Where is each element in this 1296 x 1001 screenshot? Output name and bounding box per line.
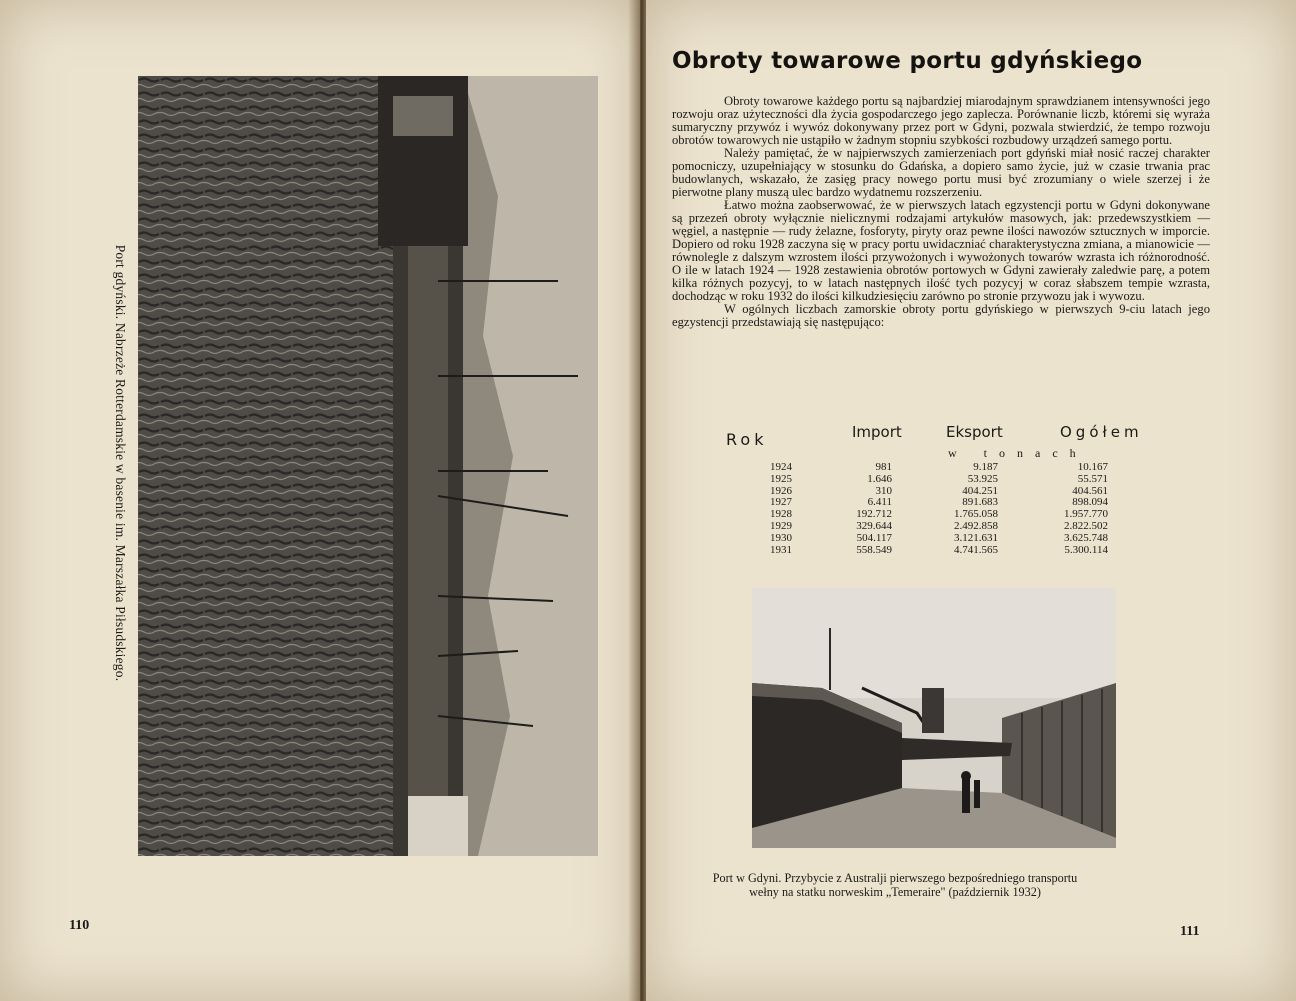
table-cell-ogolem: 10.167 [1077, 461, 1108, 473]
table-cell-rok: 1927 [770, 496, 792, 509]
table-cell-ogolem: 3.625.748 [1064, 531, 1108, 544]
table-row [740, 521, 1120, 533]
table-cell-eksport: 4.741.565 [954, 543, 998, 556]
harbor-photo-rotated [138, 76, 598, 856]
table-cell-eksport: 53.925 [967, 472, 998, 485]
table-cell-ogolem: 898.094 [1072, 496, 1108, 509]
page-title: Obroty towarowe portu gdyńskiego [672, 48, 1143, 74]
table-row [740, 497, 1120, 509]
table-cell-rok: 1929 [770, 519, 792, 532]
table-cell-rok: 1926 [770, 484, 792, 497]
table-cell-ogolem: 1.957.770 [1064, 508, 1108, 521]
table-cell-import: 192.712 [856, 508, 892, 521]
table-cell-ogolem: 55.571 [1077, 472, 1108, 485]
table-row [740, 533, 1120, 545]
table-cell-import: 6.411 [867, 496, 892, 509]
table-cell-rok: 1928 [770, 508, 792, 521]
page-number-right: 111 [1180, 924, 1200, 939]
paragraph: Należy pamiętać, że w najpierwszych zamierzeniach port gdyński miał nosić raczej charakter pomocniczy, uzupełniający w stosunku do Gdańska, a dopiero samo życie, już w czasie trwania prac budowlanych, wskazało, że zasięg pracy nowego portu musi być zrozumiany o wiele szerzej i że pierwotne plany muszą ulec bardzo wydatnemu rozszerzeniu. [672, 146, 1210, 199]
paragraph: Obroty towarowe każdego portu są najbardziej miarodajnym sprawdzianem intensywności jego rozwoju oraz użyteczności dla życia gospodarczego jego zaplecza. Porównanie liczb, któremi się wyraża sumaryczny przywóz i wywóz dokonywany przez port w Gdyni, pozwala stwierdzić, że tempo rozwoju obrotów towarowych nie ustąpiło w żadnym stopniu szybkości rozbudowy urządzeń samego portu. [672, 94, 1210, 147]
table-cell-eksport: 1.765.058 [954, 508, 998, 521]
table-cell-import: 981 [875, 461, 892, 473]
table-cell-eksport: 2.492.858 [954, 519, 998, 532]
table-cell-rok: 1925 [770, 472, 792, 485]
table-row [740, 486, 1120, 498]
table-row [740, 509, 1120, 521]
table-cell-rok: 1931 [770, 543, 792, 556]
table-cell-eksport: 3.121.631 [954, 531, 998, 544]
table-row [740, 545, 1120, 557]
caption-line: wełny na statku norweskim „Temeraire" (październik 1932) [749, 884, 1041, 899]
table-header-eksport: Eksport [946, 423, 1003, 441]
table-unit: w tonach [948, 446, 1088, 460]
table-cell-import: 1.646 [867, 472, 892, 485]
table-cell-ogolem: 5.300.114 [1064, 543, 1108, 556]
article-body [672, 95, 1210, 329]
left-page [0, 0, 640, 1001]
paragraph: W ogólnych liczbach zamorskie obroty portu gdyńskiego w pierwszych 9-ciu latach jego egzystencji przedstawiają się następująco: [672, 302, 1210, 329]
table-header-ogolem: Ogółem [1060, 423, 1143, 441]
table-row [740, 474, 1120, 486]
right-photo-caption [660, 872, 1130, 899]
table-cell-eksport: 9.187 [973, 461, 998, 473]
table-cell-import: 310 [875, 484, 892, 497]
table-cell-eksport: 891.683 [962, 496, 998, 509]
table-header-import: Import [852, 423, 902, 441]
paragraph: Łatwo można zaobserwować, że w pierwszych latach egzystencji portu w Gdyni dokonywane są przezeń obroty wyłącznie nielicznymi rodzajami artykułów masowych, jak: przedewszystkiem — węgiel, a następnie — rudy żelazne, fosforyty, piryty oraz pewne ilości nawozów sztucznych w imporcie. Dopiero od roku 1928 zaczyna się w pracy portu uwidaczniać charakterystyczna zmiana, a mianowicie — równolegle z dalszym wzrostem ilości przywożonych i wywożonych towarów wzrasta ich różnorodność. O ile w latach 1924 — 1928 zestawienia obrotów portowych w Gdyni zawierały zaledwie parę, a potem kilka różnych pozycyj, to w latach następnych ilość tych pozycyj w coraz słabszem tempie wzrasta, dochodząc w roku 1932 do ilości kilkudziesięciu zarówno po stronie przywozu jak i wywozu. [672, 198, 1210, 303]
table-cell-import: 558.549 [856, 543, 892, 556]
caption-line: Port w Gdyni. Przybycie z Australji pierwszego bezpośredniego transportu [712, 871, 1078, 885]
table-cell-eksport: 404.251 [962, 484, 998, 497]
table-cell-ogolem: 2.822.502 [1064, 519, 1108, 532]
table-header-rok: Rok [726, 430, 768, 449]
table-cell-ogolem: 404.561 [1072, 484, 1108, 497]
table-cell-rok: 1930 [770, 531, 792, 544]
table-cell-rok: 1924 [770, 461, 792, 473]
table-cell-import: 329.644 [856, 519, 892, 532]
left-photo-caption-text: Port gdyński. Nabrzeże Rotterdamskie w basenie im. Marszałka Piłsudskiego. [113, 244, 128, 682]
table-cell-import: 504.117 [856, 531, 892, 544]
ship-temeraire-photo [752, 588, 1116, 848]
trade-table [740, 462, 1120, 556]
table-row [740, 462, 1120, 474]
page-number-left: 110 [69, 918, 90, 933]
